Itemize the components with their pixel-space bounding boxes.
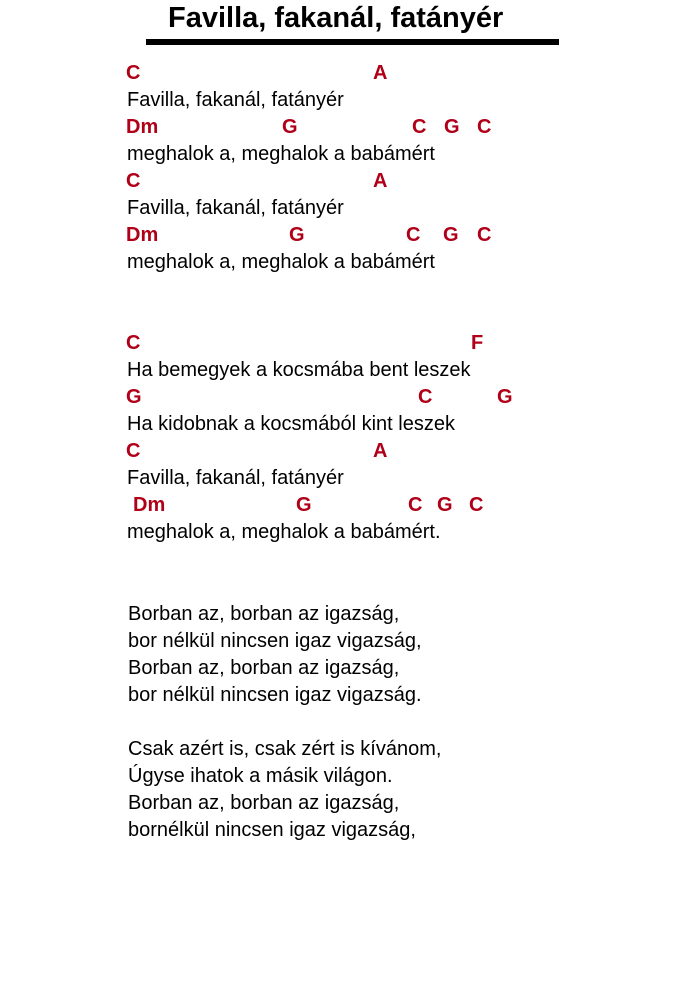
lyric-line: bor nélkül nincsen igaz vigazság, [128, 630, 422, 652]
chord: G [437, 494, 453, 516]
chord: C [477, 116, 492, 138]
chord: Dm [126, 224, 159, 246]
chord: G [443, 224, 459, 246]
chord: C [126, 332, 141, 354]
lyric-line: Borban az, borban az igazság, [128, 792, 400, 814]
chord: G [289, 224, 305, 246]
chord: G [296, 494, 312, 516]
chord: A [373, 62, 388, 84]
lyric-line: bornélkül nincsen igaz vigazság, [128, 819, 416, 841]
chord: C [412, 116, 427, 138]
chord: C [408, 494, 423, 516]
lyric-line: Borban az, borban az igazság, [128, 657, 400, 679]
lyric-line: bor nélkül nincsen igaz vigazság. [128, 684, 422, 706]
chord: C [126, 62, 141, 84]
lyric-line: Csak azért is, csak zért is kívánom, [128, 738, 442, 760]
song-title: Favilla, fakanál, fatányér [168, 2, 504, 34]
lyric-line: Úgyse ihatok a másik világon. [128, 765, 393, 787]
chord: G [126, 386, 142, 408]
chord: C [469, 494, 484, 516]
chord: C [418, 386, 433, 408]
chord: Dm [126, 116, 159, 138]
chord: C [126, 440, 141, 462]
lyric-line: meghalok a, meghalok a babámért. [127, 521, 441, 543]
chord: Dm [133, 494, 166, 516]
chord: C [477, 224, 492, 246]
lyric-line: Favilla, fakanál, fatányér [127, 467, 344, 489]
lyric-line: Favilla, fakanál, fatányér [127, 89, 344, 111]
lyric-line: Ha kidobnak a kocsmából kint leszek [127, 413, 455, 435]
chord: C [406, 224, 421, 246]
lyric-line: meghalok a, meghalok a babámért [127, 251, 435, 273]
lyric-line: meghalok a, meghalok a babámért [127, 143, 435, 165]
chord: G [444, 116, 460, 138]
chord: G [282, 116, 298, 138]
chord: A [373, 440, 388, 462]
lyric-line: Ha bemegyek a kocsmába bent leszek [127, 359, 471, 381]
chord: F [471, 332, 484, 354]
chord: A [373, 170, 388, 192]
lyric-line: Borban az, borban az igazság, [128, 603, 400, 625]
chord: C [126, 170, 141, 192]
chord: G [497, 386, 513, 408]
lyric-line: Favilla, fakanál, fatányér [127, 197, 344, 219]
title-underline [146, 39, 559, 45]
